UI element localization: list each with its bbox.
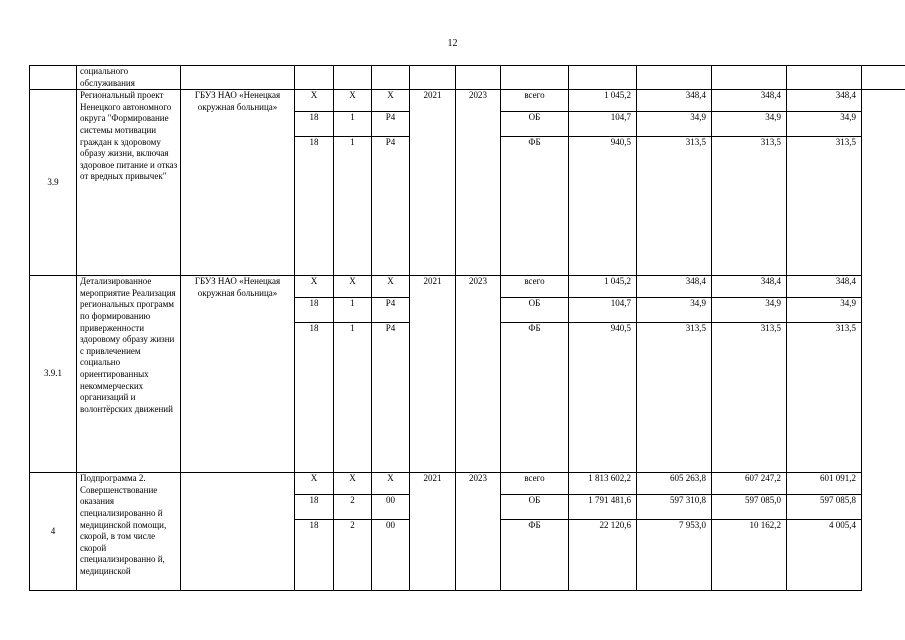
row-executor	[181, 473, 295, 591]
amount-total: 104,7	[569, 112, 637, 137]
table-row	[30, 473, 905, 495]
cell-executor	[181, 66, 295, 90]
amount-year-3: 34,9	[787, 298, 862, 323]
amount-year-2: 348,4	[712, 276, 787, 298]
amount-year-2: 313,5	[712, 137, 787, 276]
source-label: ОБ	[501, 495, 569, 520]
code-1: 18	[295, 520, 334, 591]
source-label: ОБ	[501, 298, 569, 323]
amount-year-2: 34,9	[712, 112, 787, 137]
source-label: ФБ	[501, 520, 569, 591]
amount-year-1: 34,9	[637, 112, 712, 137]
source-label: всего	[501, 90, 569, 112]
amount-total: 1 045,2	[569, 276, 637, 298]
table-row	[30, 90, 905, 112]
amount-year-2: 313,5	[712, 323, 787, 473]
row-name: Подпрограмма 2. Совершенствование оказания специализированно й медицинской помощи, скорой, в том числе скорой специализированно й, медицинской	[77, 473, 181, 591]
amount-year-3: 313,5	[787, 137, 862, 276]
code-2: 2	[334, 520, 372, 591]
code-3: 00	[372, 495, 410, 520]
code-3: Х	[372, 276, 410, 298]
table-row-continued	[30, 66, 905, 90]
code-3: Х	[372, 473, 410, 495]
amount-total: 1 045,2	[569, 90, 637, 112]
amount-year-1: 605 263,8	[637, 473, 712, 495]
table-row	[30, 276, 905, 298]
start-year: 2021	[410, 90, 456, 276]
amount-year-3: 601 091,2	[787, 473, 862, 495]
code-1: 18	[295, 495, 334, 520]
source-label: ОБ	[501, 112, 569, 137]
amount-year-1: 313,5	[637, 137, 712, 276]
amount-year-3: 34,9	[787, 112, 862, 137]
amount-total: 940,5	[569, 323, 637, 473]
table-body	[30, 66, 905, 591]
amount-total: 940,5	[569, 137, 637, 276]
code-2: 1	[334, 323, 372, 473]
row-executor: ГБУЗ НАО «Ненецкая окружная больница»	[181, 90, 295, 276]
amount-total: 22 120,6	[569, 520, 637, 591]
row-executor: ГБУЗ НАО «Ненецкая окружная больница»	[181, 276, 295, 473]
end-year: 2023	[456, 276, 501, 473]
amount-year-3: 348,4	[787, 276, 862, 298]
code-3: 00	[372, 520, 410, 591]
amount-year-3: 597 085,8	[787, 495, 862, 520]
end-year: 2023	[456, 473, 501, 591]
code-3: Р4	[372, 137, 410, 276]
code-2: 1	[334, 112, 372, 137]
amount-year-2: 607 247,2	[712, 473, 787, 495]
amount-year-1: 348,4	[637, 276, 712, 298]
amount-year-3: 313,5	[787, 323, 862, 473]
amount-total: 1 813 602,2	[569, 473, 637, 495]
source-label: ФБ	[501, 323, 569, 473]
amount-year-1: 313,5	[637, 323, 712, 473]
row-number: 3.9	[30, 90, 77, 276]
cell-name: социального обслуживания	[77, 66, 181, 90]
code-2: 2	[334, 495, 372, 520]
code-1: 18	[295, 298, 334, 323]
code-3: Р4	[372, 112, 410, 137]
amount-year-1: 34,9	[637, 298, 712, 323]
code-2: Х	[334, 276, 372, 298]
amount-year-2: 10 162,2	[712, 520, 787, 591]
source-label: всего	[501, 276, 569, 298]
code-1: Х	[295, 276, 334, 298]
source-label: всего	[501, 473, 569, 495]
cell-num	[30, 66, 77, 90]
code-1: 18	[295, 323, 334, 473]
amount-year-2: 597 085,0	[712, 495, 787, 520]
end-year: 2023	[456, 90, 501, 276]
start-year: 2021	[410, 276, 456, 473]
amount-total: 104,7	[569, 298, 637, 323]
row-number: 4	[30, 473, 77, 591]
code-2: 1	[334, 137, 372, 276]
amount-total: 1 791 481,6	[569, 495, 637, 520]
code-1: Х	[295, 473, 334, 495]
page-number: 12	[447, 38, 458, 49]
amount-year-1: 7 953,0	[637, 520, 712, 591]
row-number: 3.9.1	[30, 276, 77, 473]
code-3: Х	[372, 90, 410, 112]
row-name: Детализированное мероприятие Реализация региональных программ по формированию приверженности здоровому образу жизни с привлечением социально ориентированных некоммерческих организаций и волонтёрских движений	[77, 276, 181, 473]
code-1: 18	[295, 137, 334, 276]
amount-year-3: 4 005,4	[787, 520, 862, 591]
program-table	[29, 65, 905, 591]
start-year: 2021	[410, 473, 456, 591]
code-2: Х	[334, 90, 372, 112]
code-1: Х	[295, 90, 334, 112]
amount-year-2: 34,9	[712, 298, 787, 323]
code-2: 1	[334, 298, 372, 323]
code-1: 18	[295, 112, 334, 137]
row-name: Региональный проект Ненецкого автономного округа "Формирование системы мотивации граждан к здоровому образу жизни, включая здоровое питание и отказ от вредных привычек"	[77, 90, 181, 276]
amount-year-1: 597 310,8	[637, 495, 712, 520]
code-2: Х	[334, 473, 372, 495]
amount-year-1: 348,4	[637, 90, 712, 112]
amount-year-2: 348,4	[712, 90, 787, 112]
code-3: Р4	[372, 323, 410, 473]
amount-year-3: 348,4	[787, 90, 862, 112]
code-3: Р4	[372, 298, 410, 323]
source-label: ФБ	[501, 137, 569, 276]
